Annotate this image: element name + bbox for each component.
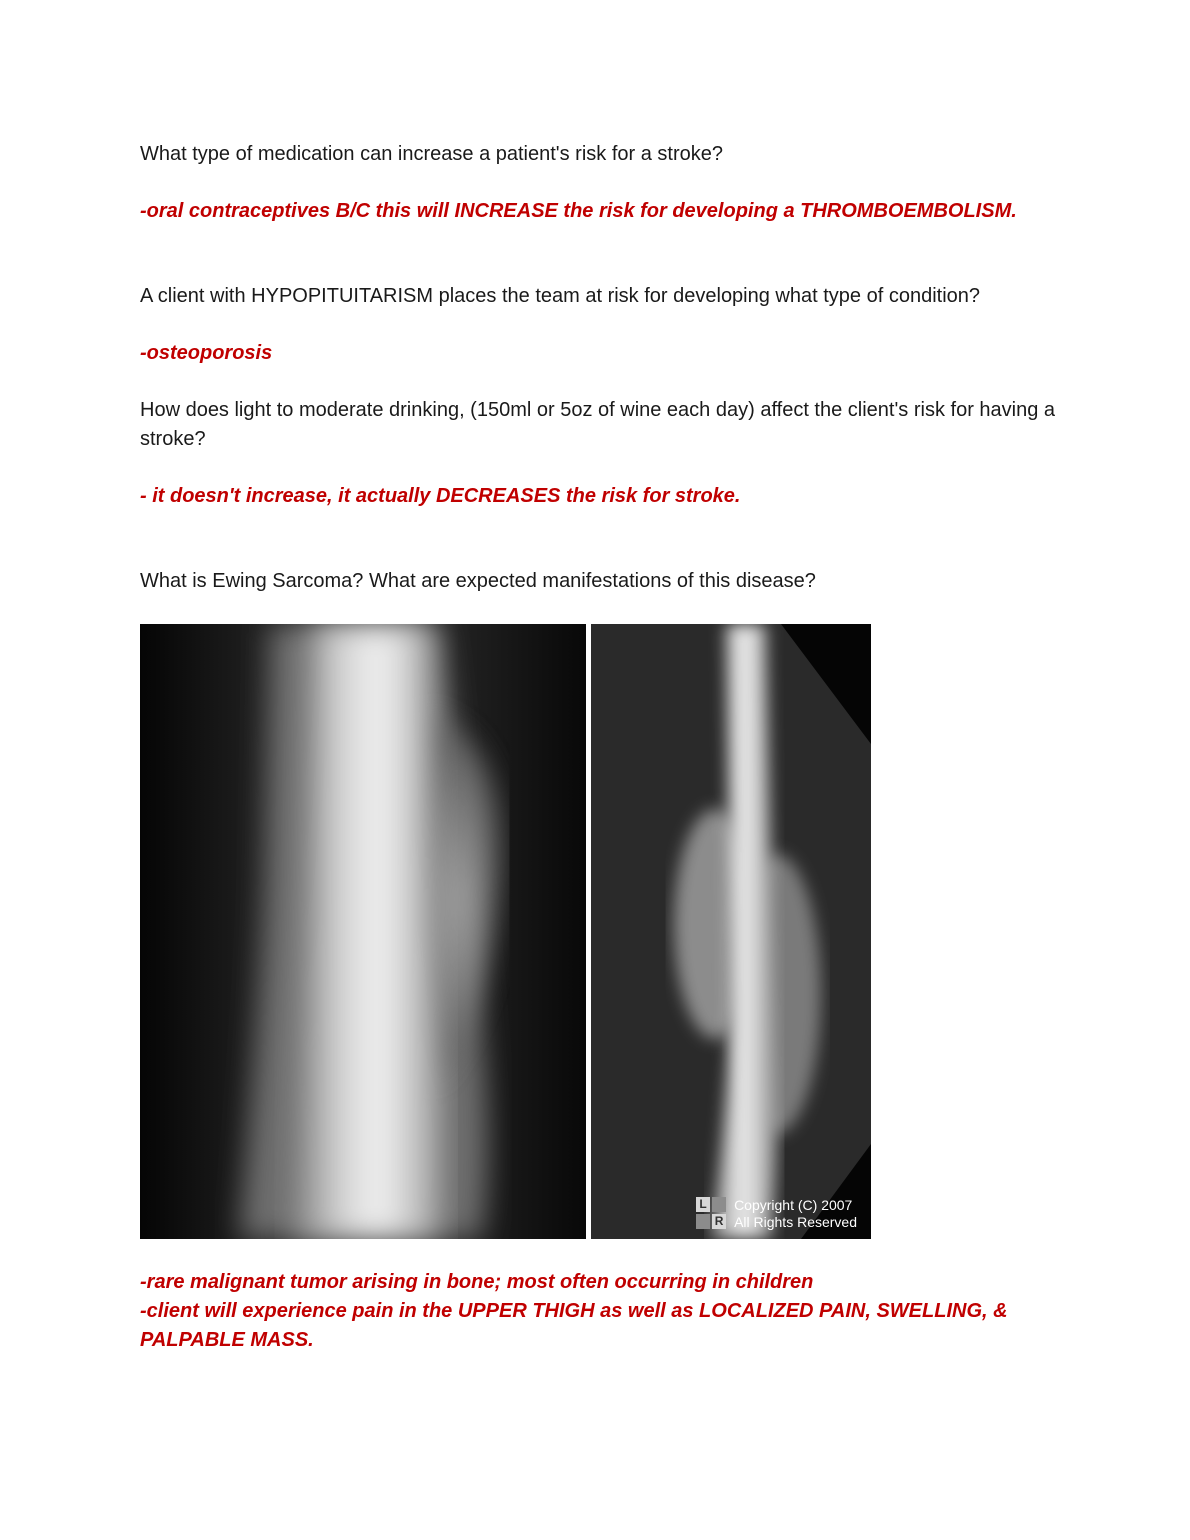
logo-tile: [712, 1197, 726, 1212]
xray-figure: [140, 624, 871, 1239]
copyright-watermark: [696, 1197, 857, 1231]
answer-4-line-2: -client will experience pain in the UPPER THIGH as well as LOCALIZED PAIN, SWELLING, & PALPABLE MASS.: [140, 1300, 1008, 1351]
logo-tile: [696, 1214, 710, 1229]
question-2: A client with HYPOPITUITARISM places the team at risk for developing what type of condition?: [140, 285, 981, 307]
question-1: What type of medication can increase a patient's risk for a stroke?: [140, 143, 723, 165]
copyright-text: [734, 1197, 857, 1231]
answer-3: - it doesn't increase, it actually DECREASES the risk for stroke.: [140, 485, 741, 507]
question-4: What is Ewing Sarcoma? What are expected manifestations of this disease?: [140, 570, 816, 592]
answer-1: -oral contraceptives B/C this will INCREASE the risk for developing a THROMBOEMBOLISM.: [140, 200, 1017, 222]
logo-letter-l: L: [696, 1197, 710, 1212]
question-3: How does light to moderate drinking, (150ml or 5oz of wine each day) affect the client's risk for having a stroke?: [140, 399, 1056, 450]
logo-letter-r: R: [712, 1214, 726, 1229]
answer-4: [140, 1268, 1060, 1355]
answer-2: -osteoporosis: [140, 342, 273, 364]
answer-4-line-1: -rare malignant tumor arising in bone; most often occurring in children: [140, 1271, 814, 1293]
lr-logo-icon: [696, 1197, 728, 1231]
xray-image-lateral: [591, 624, 871, 1239]
xray-image-frontal: [140, 624, 586, 1239]
copyright-line-1: Copyright (C) 2007: [734, 1197, 853, 1213]
copyright-line-2: All Rights Reserved: [734, 1214, 857, 1230]
